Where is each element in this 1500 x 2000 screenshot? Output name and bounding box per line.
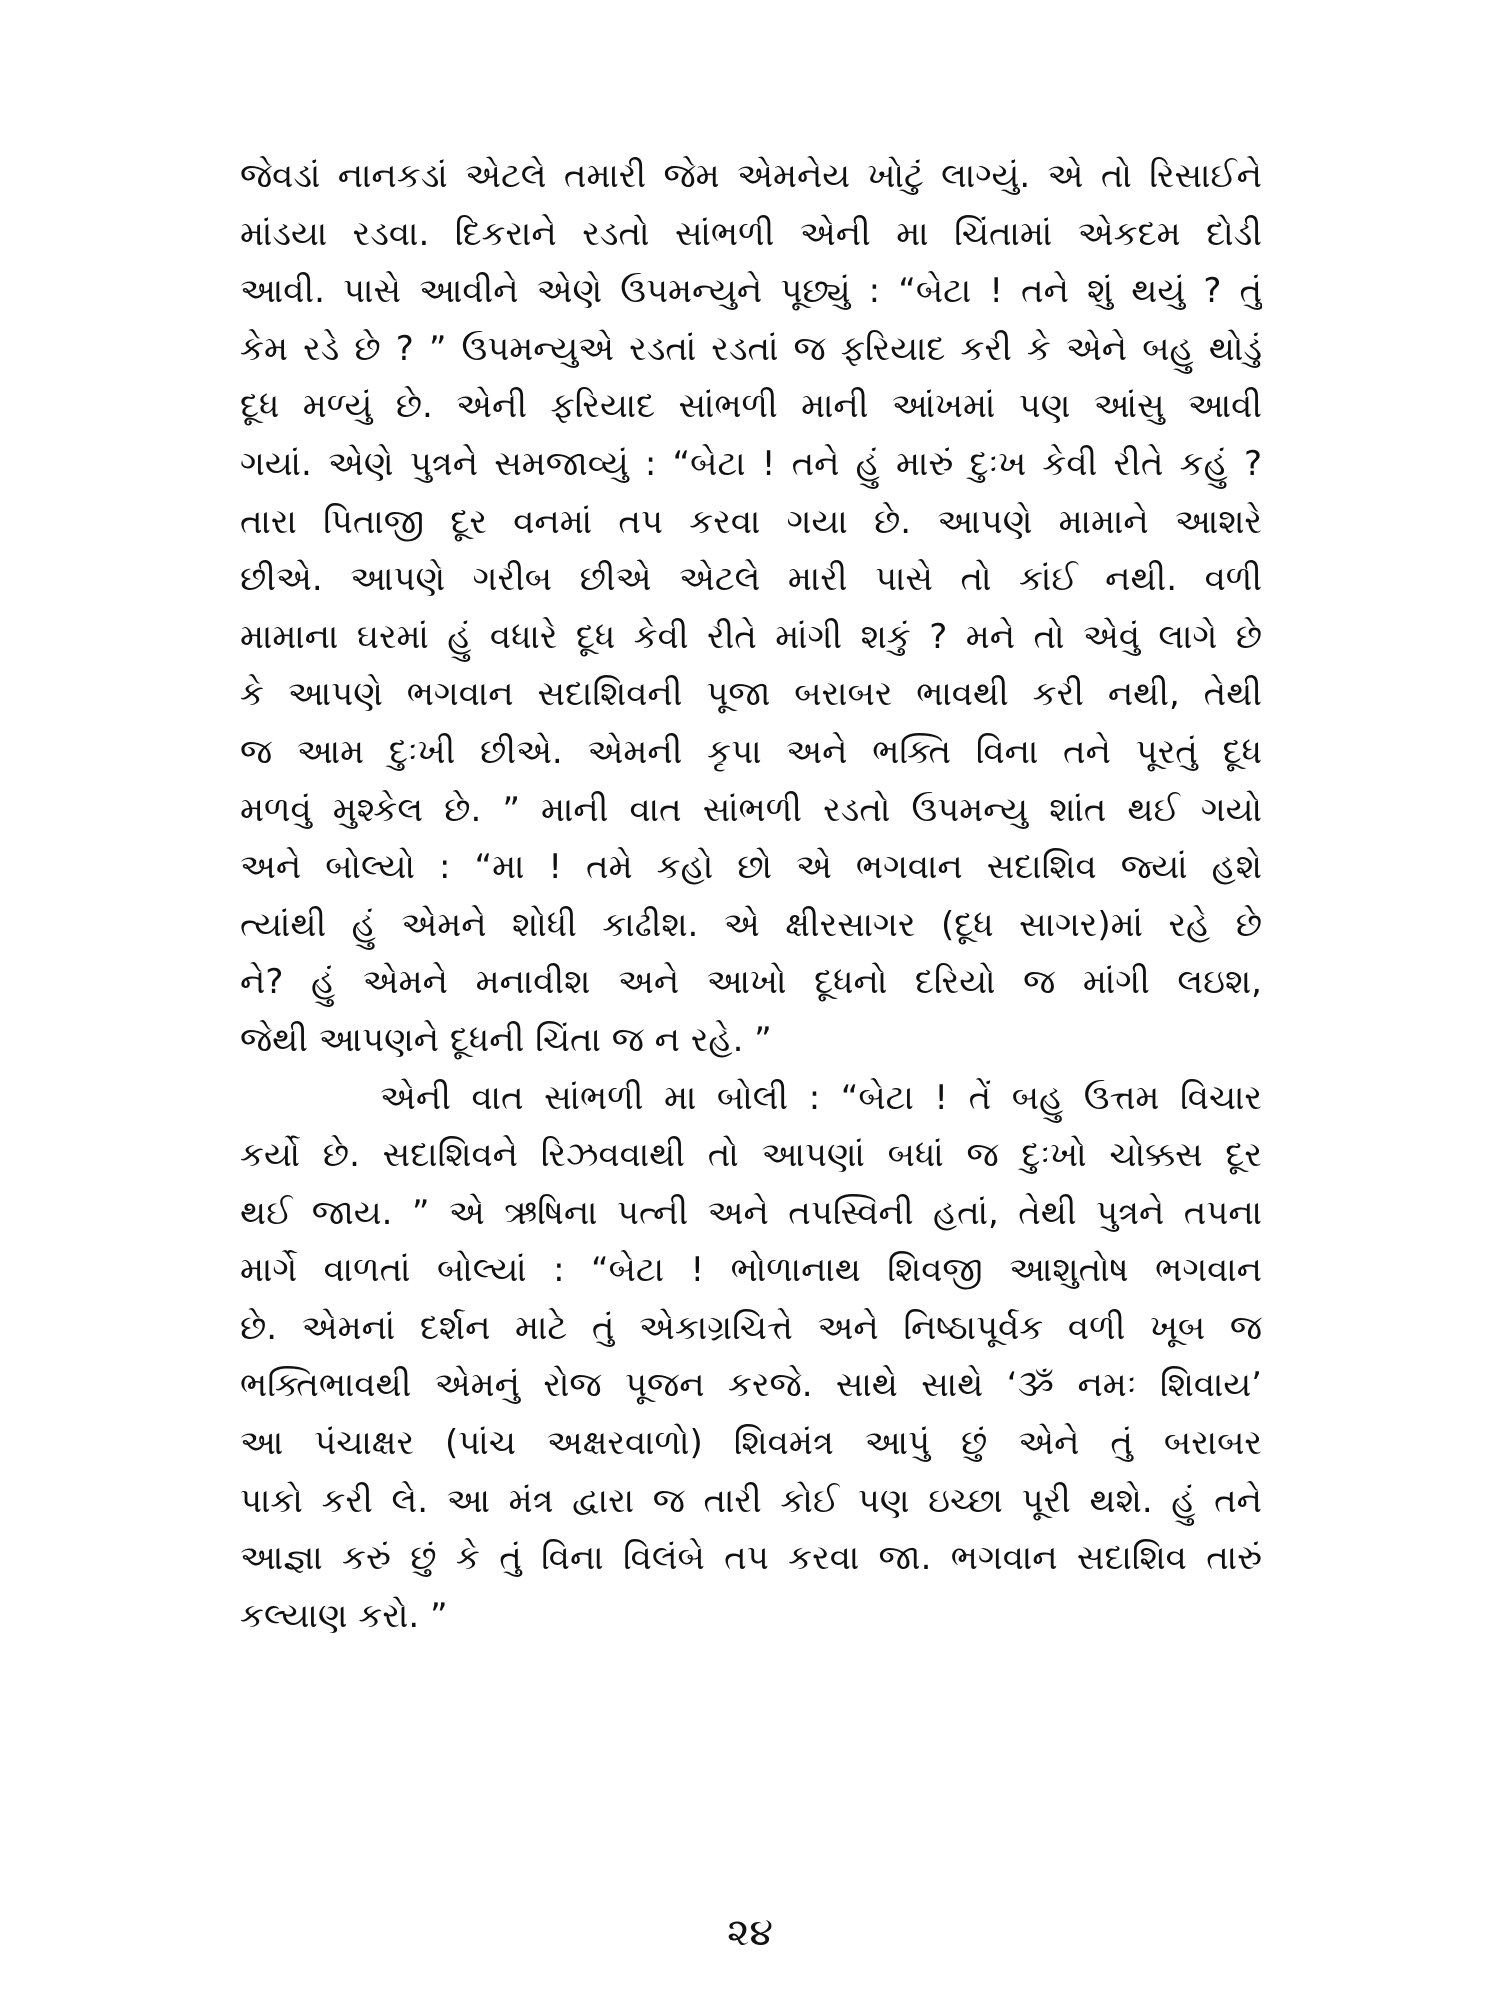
text-line: આજ્ઞા કરું છું કે તું વિના વિલંબે તપ કરવા જા. ભગવાન સદાશિવ તારું [240,1538,1262,1579]
paragraph-1 [240,148,1262,1070]
paragraph-2 [240,1070,1262,1646]
text-line: જેવડાં નાનકડાં એટલે તમારી જેમ એમનેય ખોટું લાગ્યું. એ તો રિસાઈને [240,156,1262,196]
text-line: જેથી આપણને દૂધની ચિંતા જ ન રહે. ” [240,1019,772,1060]
text-line: આવી. પાસે આવીને એણે ઉપમન્યુને પૂછ્યું : “બેટા ! તને શું થયું ? તું [240,271,1262,312]
text-line: માંડયા રડવા. દિકરાને રડતો સાંભળી એની મા ચિંતામાં એકદમ દોડી [240,213,1262,254]
text-line: કે આપણે ભગવાન સદાશિવની પૂજા બરાબર ભાવથી કરી નથી, તેથી [240,674,1262,715]
text-line: ત્યાંથી હું એમને શોધી કાઢીશ. એ ક્ષીરસાગર (દૂધ સાગર)માં રહે છે [240,904,1262,945]
page-number: ૨૪ [727,1910,773,1954]
text-line: થઈ જાય. ” એ ઋષિના પત્ની અને તપસ્વિની હતાં, તેથી પુત્રને તપના [240,1192,1262,1233]
text-line: તારા પિતાજી દૂર વનમાં તપ કરવા ગયા છે. આપણે મામાને આશરે [240,501,1262,542]
text-line: મળવું મુશ્કેલ છે. ” માની વાત સાંભળી રડતો ઉપમન્યુ શાંત થઈ ગયો [240,789,1262,830]
text-line: ભક્તિભાવથી એમનું રોજ પૂજન કરજે. સાથે સાથે ‘ૐ નમઃ શિવાય’ [240,1365,1262,1406]
text-line: છીએ. આપણે ગરીબ છીએ એટલે મારી પાસે તો કાંઈ નથી. વળી [240,559,1262,600]
text-line: ગયાં. એણે પુત્રને સમજાવ્યું : “બેટા ! તને હું મારું દુઃખ કેવી રીતે કહું ? [240,443,1262,484]
text-line: ને? હું એમને મનાવીશ અને આખો દૂધનો દરિયો જ માંગી લઇશ, [240,962,1262,1003]
text-line: જ આમ દુઃખી છીએ. એમની કૃપા અને ભક્તિ વિના તને પૂરતું દૂધ [240,731,1262,772]
text-line: મામાના ઘરમાં હું વધારે દૂધ કેવી રીતે માંગી શકું ? મને તો એવું લાગે છે [240,616,1262,657]
body-text [240,148,1262,1645]
text-line: દૂધ મળ્યું છે. એની ફરિયાદ સાંભળી માની આંખમાં પણ આંસુ આવી [240,386,1262,427]
text-line: આ પંચાક્ષર (પાંચ અક્ષરવાળો) શિવમંત્ર આપું છું એને તું બરાબર [240,1423,1262,1464]
text-line: કર્યો છે. સદાશિવને રિઝવવાથી તો આપણાં બધાં જ દુઃખો ચોક્કસ દૂર [240,1135,1262,1176]
text-line: એની વાત સાંભળી મા બોલી : “બેટા ! તેં બહુ ઉત્તમ વિચાર [380,1077,1262,1118]
text-line: કલ્યાણ કરો. ” [240,1595,448,1636]
text-line: પાકો કરી લે. આ મંત્ર દ્વારા જ તારી કોઈ પણ ઇચ્છા પૂરી થશે. હું તને [240,1480,1262,1521]
text-line: અને બોલ્યો : “મા ! તમે કહો છો એ ભગવાન સદાશિવ જ્યાં હશે [240,847,1262,888]
text-line: કેમ રડે છે ? ” ઉપમન્યુએ રડતાં રડતાં જ ફરિયાદ કરી કે એને બહુ થોડું [240,328,1262,369]
text-line: માર્ગે વાળતાં બોલ્યાં : “બેટા ! ભોળાનાથ શિવજી આશુતોષ ભગવાન [240,1250,1262,1291]
text-line: છે. એમનાં દર્શન માટે તું એકાગ્રચિત્તે અને નિષ્ઠાપૂર્વક વળી ખૂબ જ [240,1307,1262,1348]
